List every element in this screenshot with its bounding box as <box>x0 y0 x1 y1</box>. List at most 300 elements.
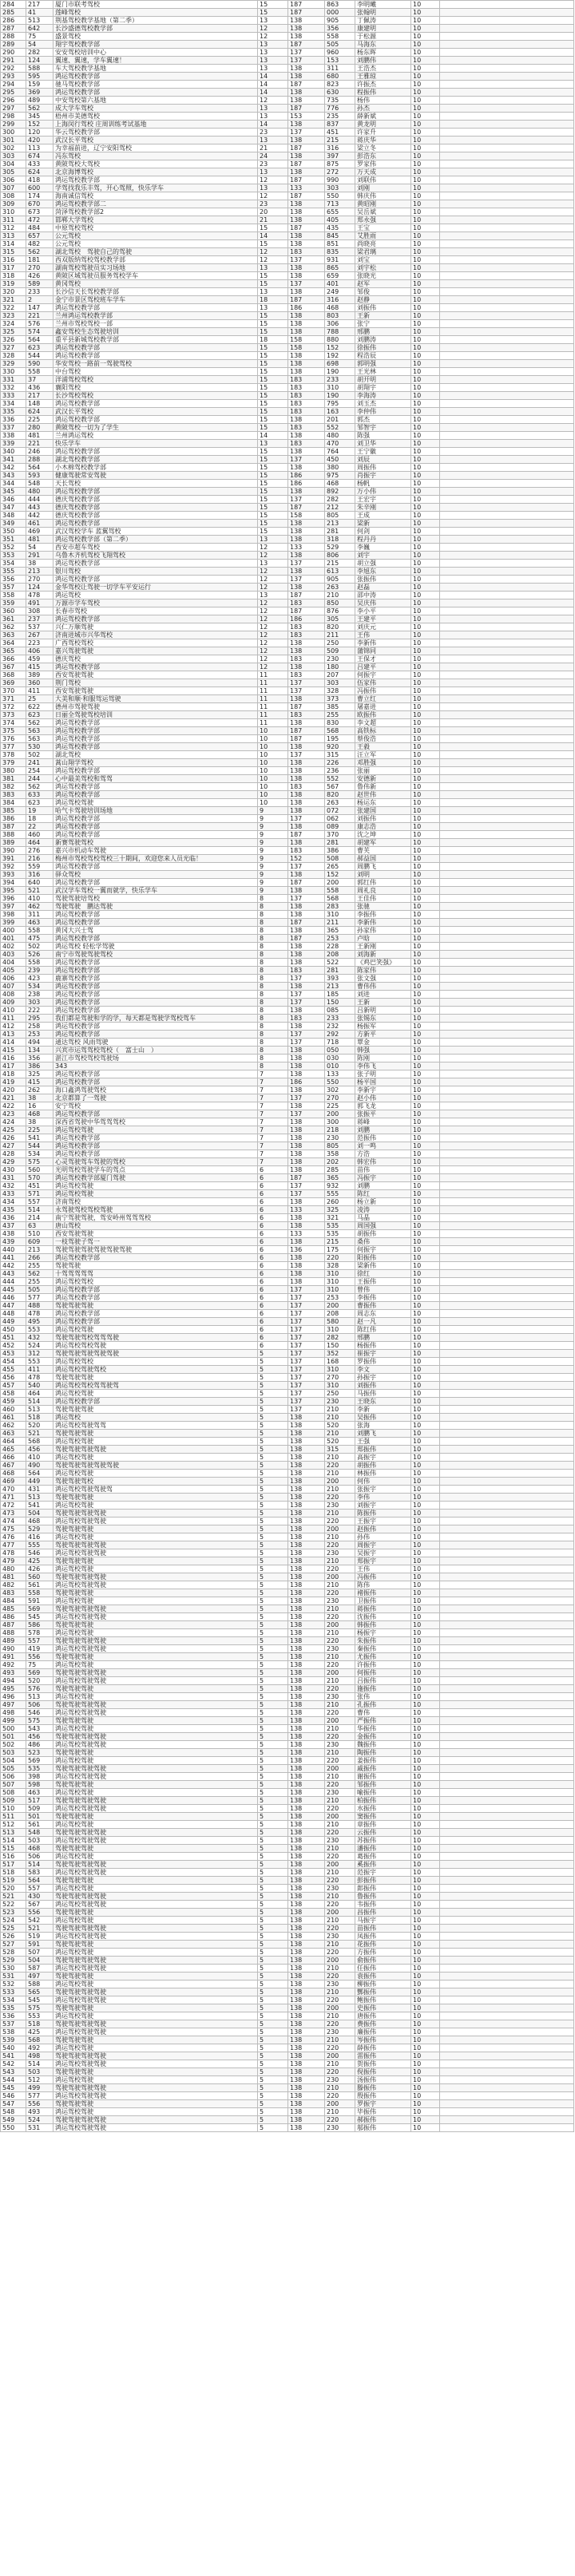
note-cell <box>440 1805 574 1813</box>
code-cell: 469 <box>26 528 54 536</box>
table-row <box>1 959 574 967</box>
school-name-cell: 嘉兴驾驶驾驶 <box>54 647 258 655</box>
phone-prefix-cell: 138 <box>288 1486 325 1494</box>
phone-suffix-cell: 230 <box>325 1789 355 1797</box>
school-name-cell: 鸿运驾校驾驶 <box>54 2012 258 2020</box>
count-cell: 10 <box>258 727 288 735</box>
score-cell: 10 <box>411 775 440 783</box>
score-cell: 10 <box>411 1142 440 1150</box>
contact-cell: 赵磊 <box>355 584 411 592</box>
score-cell: 10 <box>411 1486 440 1494</box>
rank-cell: 440 <box>1 1246 26 1254</box>
school-name-cell: 鸿运驾校驾驶驾驶 <box>54 2124 258 2132</box>
code-cell: 534 <box>26 983 54 991</box>
phone-suffix-cell: 210 <box>325 2084 355 2092</box>
phone-suffix-cell: 220 <box>325 1589 355 1597</box>
phone-suffix-cell: 932 <box>325 1182 355 1190</box>
school-name-cell: 鸿运驾校驾驶 <box>54 1949 258 1957</box>
rank-cell: 340 <box>1 448 26 456</box>
code-cell: 423 <box>26 975 54 983</box>
phone-prefix-cell: 138 <box>288 1845 325 1853</box>
phone-prefix-cell: 138 <box>288 1214 325 1222</box>
code-cell: 562 <box>26 105 54 113</box>
code-cell: 563 <box>26 727 54 735</box>
count-cell: 15 <box>258 496 288 504</box>
contact-cell: 韩庆伟 <box>355 192 411 200</box>
phone-prefix-cell: 187 <box>288 831 325 839</box>
phone-suffix-cell: 655 <box>325 208 355 216</box>
phone-suffix-cell: 270 <box>325 1094 355 1102</box>
score-cell: 10 <box>411 751 440 759</box>
contact-cell: 周振宇 <box>355 1541 411 1549</box>
note-cell <box>440 1821 574 1829</box>
count-cell: 7 <box>258 1126 288 1134</box>
contact-cell: 韩宏伟 <box>355 1158 411 1166</box>
count-cell: 8 <box>258 975 288 983</box>
phone-suffix-cell: 210 <box>325 1510 355 1518</box>
code-cell: 456 <box>26 1733 54 1741</box>
note-cell <box>440 1126 574 1134</box>
note-cell <box>440 1917 574 1925</box>
phone-suffix-cell: 220 <box>325 1541 355 1549</box>
contact-cell: 王保才 <box>355 655 411 663</box>
phone-prefix-cell: 138 <box>288 552 325 560</box>
rank-cell: 358 <box>1 592 26 599</box>
contact-cell: 于松源 <box>355 33 411 41</box>
phone-suffix-cell: 210 <box>325 1797 355 1805</box>
count-cell: 5 <box>258 1805 288 1813</box>
phone-suffix-cell: 190 <box>325 392 355 400</box>
phone-prefix-cell: 138 <box>288 1541 325 1549</box>
note-cell <box>440 416 574 424</box>
note-cell <box>440 1741 574 1749</box>
code-cell: 564 <box>26 1877 54 1885</box>
contact-cell: 刘振伟 <box>355 815 411 823</box>
score-cell: 10 <box>411 1302 440 1310</box>
code-cell: 410 <box>26 1454 54 1462</box>
count-cell: 8 <box>258 919 288 927</box>
contact-cell: 鲁伟新 <box>355 783 411 791</box>
school-name-cell: 德州市驾驶驾驶 <box>54 703 258 711</box>
score-cell: 10 <box>411 296 440 304</box>
note-cell <box>440 81 574 89</box>
table-row <box>1 847 574 855</box>
phone-prefix-cell: 187 <box>288 224 325 232</box>
contact-cell: 卫振伟 <box>355 1597 411 1605</box>
phone-prefix-cell: 137 <box>288 49 325 57</box>
phone-prefix-cell: 138 <box>288 1701 325 1709</box>
score-cell: 10 <box>411 1717 440 1725</box>
code-cell: 513 <box>26 1494 54 1502</box>
note-cell <box>440 599 574 607</box>
score-cell: 10 <box>411 1733 440 1741</box>
table-row <box>1 1318 574 1326</box>
school-name-cell: 银川驾校 <box>54 568 258 576</box>
contact-cell: 刘鹏 <box>355 1126 411 1134</box>
table-row <box>1 1605 574 1613</box>
table-row <box>1 719 574 727</box>
contact-cell: 范振宇 <box>355 1869 411 1877</box>
note-cell <box>440 2036 574 2044</box>
score-cell: 10 <box>411 480 440 488</box>
phone-suffix-cell: 230 <box>325 1134 355 1142</box>
table-row <box>1 1238 574 1246</box>
code-cell: 575 <box>26 1717 54 1725</box>
rank-cell: 488 <box>1 1629 26 1637</box>
phone-suffix-cell: 253 <box>325 1294 355 1302</box>
school-name-cell: 鸿运驾校教学部 <box>54 1078 258 1086</box>
phone-suffix-cell: 200 <box>325 1957 355 1965</box>
school-name-cell: 冯东驾校 <box>54 152 258 160</box>
code-cell: 546 <box>26 1709 54 1717</box>
table-row <box>1 1909 574 1917</box>
code-cell: 217 <box>26 1 54 9</box>
note-cell <box>440 1262 574 1270</box>
phone-suffix-cell: 282 <box>325 1334 355 1342</box>
school-name-cell: 上海闵行驾校 庄周训练考试基地 <box>54 121 258 129</box>
code-cell: 325 <box>26 1070 54 1078</box>
contact-cell: 张振宇 <box>355 1486 411 1494</box>
contact-cell: 李新 <box>355 1406 411 1414</box>
contact-cell: 周国强 <box>355 1222 411 1230</box>
score-cell: 10 <box>411 1158 440 1166</box>
school-name-cell: 鸿运驾校教学部 <box>54 89 258 97</box>
count-cell: 14 <box>258 232 288 240</box>
school-name-cell: 驾驶驾驶驾驶 <box>54 1717 258 1725</box>
score-cell: 10 <box>411 1326 440 1334</box>
rank-cell: 544 <box>1 2076 26 2084</box>
contact-cell: 曹伟 <box>355 1709 411 1717</box>
phone-suffix-cell: 218 <box>325 1126 355 1134</box>
count-cell: 5 <box>258 1877 288 1885</box>
rank-cell: 461 <box>1 1414 26 1422</box>
table-row <box>1 1837 574 1845</box>
code-cell: 482 <box>26 240 54 248</box>
table-row <box>1 2108 574 2116</box>
school-name-cell: 公元驾校 <box>54 240 258 248</box>
phone-suffix-cell: 310 <box>325 1326 355 1334</box>
phone-prefix-cell: 137 <box>288 129 325 137</box>
count-cell: 13 <box>258 57 288 65</box>
count-cell: 5 <box>258 1533 288 1541</box>
phone-prefix-cell: 138 <box>288 1988 325 1996</box>
count-cell: 10 <box>258 735 288 743</box>
phone-prefix-cell: 183 <box>288 599 325 607</box>
score-cell: 10 <box>411 1015 440 1023</box>
contact-cell: 喻振伟 <box>355 1789 411 1797</box>
phone-prefix-cell: 138 <box>288 2124 325 2132</box>
phone-suffix-cell: 230 <box>325 1502 355 1510</box>
contact-cell: 冯振宇 <box>355 1174 411 1182</box>
note-cell <box>440 1286 574 1294</box>
count-cell: 5 <box>258 1350 288 1358</box>
contact-cell: 刘玉杰 <box>355 400 411 408</box>
rank-cell: 375 <box>1 727 26 735</box>
code-cell: 558 <box>26 927 54 935</box>
score-cell: 10 <box>411 1438 440 1446</box>
note-cell <box>440 1358 574 1366</box>
code-cell: 564 <box>26 336 54 344</box>
table-row <box>1 1102 574 1110</box>
rank-cell: 465 <box>1 1446 26 1454</box>
note-cell <box>440 783 574 791</box>
rank-cell: 499 <box>1 1717 26 1725</box>
code-cell: 514 <box>26 2060 54 2068</box>
code-cell: 624 <box>26 408 54 416</box>
count-cell: 15 <box>258 464 288 472</box>
contact-cell: 赵一凡 <box>355 1318 411 1326</box>
code-cell: 253 <box>26 1031 54 1039</box>
note-cell <box>440 791 574 799</box>
rank-cell: 381 <box>1 775 26 783</box>
score-cell: 10 <box>411 224 440 232</box>
table-row <box>1 208 574 216</box>
contact-cell: 王宏宇 <box>355 496 411 504</box>
rank-cell: 409 <box>1 999 26 1007</box>
phone-prefix-cell: 138 <box>288 1238 325 1246</box>
contact-cell: 窦振伟 <box>355 1813 411 1821</box>
rank-cell: 415 <box>1 1047 26 1055</box>
count-cell: 6 <box>258 1230 288 1238</box>
table-row <box>1 1382 574 1390</box>
phone-suffix-cell: 451 <box>325 129 355 137</box>
contact-cell: 胡翔宇 <box>355 384 411 392</box>
phone-prefix-cell: 187 <box>288 41 325 49</box>
score-cell: 10 <box>411 1334 440 1342</box>
note-cell <box>440 1118 574 1126</box>
school-name-cell: 金华驾校让驾驶一切学车平安运行 <box>54 584 258 592</box>
phone-suffix-cell: 865 <box>325 264 355 272</box>
school-name-cell: 鸿运驾校 <box>54 1414 258 1422</box>
count-cell: 5 <box>258 1925 288 1933</box>
contact-cell: 何振宇 <box>355 1246 411 1254</box>
school-name-cell: 鸿运驾校驾驶 <box>54 1190 258 1198</box>
score-cell: 10 <box>411 200 440 208</box>
phone-prefix-cell: 137 <box>288 1110 325 1118</box>
rank-cell: 394 <box>1 879 26 887</box>
phone-prefix-cell: 138 <box>288 464 325 472</box>
contact-cell: 孙伟 <box>355 1533 411 1541</box>
note-cell <box>440 568 574 576</box>
note-cell <box>440 584 574 592</box>
school-name-cell: 驾驶驾驶驾驶 <box>54 1941 258 1949</box>
code-cell: 490 <box>26 1462 54 1470</box>
note-cell <box>440 1877 574 1885</box>
school-name-cell: 鸿运驾校教学部（第二季） <box>54 536 258 544</box>
contact-cell: 张翰明 <box>355 9 411 17</box>
note-cell <box>440 1885 574 1893</box>
count-cell: 11 <box>258 695 288 703</box>
school-name-cell: 鸿运驾校教学部 <box>54 823 258 831</box>
phone-prefix-cell: 187 <box>288 1 325 9</box>
count-cell: 5 <box>258 1725 288 1733</box>
score-cell: 10 <box>411 1661 440 1669</box>
table-row <box>1 9 574 17</box>
school-name-cell: 鸿运驾校驾驶 <box>54 1980 258 1988</box>
phone-prefix-cell: 138 <box>288 1470 325 1478</box>
phone-suffix-cell: 788 <box>325 328 355 336</box>
rank-cell: 284 <box>1 1 26 9</box>
contact-cell: 王伟 <box>355 1565 411 1573</box>
score-cell: 10 <box>411 2060 440 2068</box>
phone-suffix-cell: 568 <box>325 727 355 735</box>
note-cell <box>440 1749 574 1757</box>
table-row <box>1 480 574 488</box>
score-cell: 10 <box>411 2028 440 2036</box>
phone-prefix-cell: 138 <box>288 272 325 280</box>
table-row <box>1 1693 574 1701</box>
table-row <box>1 1869 574 1877</box>
phone-suffix-cell: 365 <box>325 1174 355 1182</box>
school-name-cell: 湖北驾校教学部 <box>54 456 258 464</box>
count-cell: 14 <box>258 73 288 81</box>
school-name-cell: 鸿运驾校教学部 <box>54 1070 258 1078</box>
phone-prefix-cell: 138 <box>288 1158 325 1166</box>
score-cell: 10 <box>411 1286 440 1294</box>
code-cell: 556 <box>26 1653 54 1661</box>
school-name-cell: 德庆驾校教学部 <box>54 512 258 520</box>
score-cell: 10 <box>411 1861 440 1869</box>
rank-cell: 513 <box>1 1829 26 1837</box>
rank-cell: 538 <box>1 2028 26 2036</box>
contact-cell: 曹伟伟 <box>355 983 411 991</box>
school-name-cell: 驾驶驾驶 <box>54 1262 258 1270</box>
note-cell <box>440 1326 574 1334</box>
table-row <box>1 1533 574 1541</box>
phone-suffix-cell: 282 <box>325 496 355 504</box>
contact-cell: 吕建平 <box>355 663 411 671</box>
table-row <box>1 1996 574 2004</box>
rank-cell: 469 <box>1 1478 26 1486</box>
contact-cell: 艾胜雨 <box>355 232 411 240</box>
code-cell: 444 <box>26 496 54 504</box>
score-cell: 10 <box>411 671 440 679</box>
score-cell: 10 <box>411 1374 440 1382</box>
note-cell <box>440 943 574 951</box>
rank-cell: 406 <box>1 975 26 983</box>
table-row <box>1 57 574 65</box>
count-cell: 6 <box>258 1270 288 1278</box>
count-cell: 6 <box>258 1334 288 1342</box>
score-cell: 10 <box>411 951 440 959</box>
school-name-cell: 鸿运驾校教学部 <box>54 935 258 943</box>
table-row <box>1 1198 574 1206</box>
school-name-cell: 驾驶驾驶驾驶驾驶 <box>54 1765 258 1773</box>
score-cell: 10 <box>411 1262 440 1270</box>
phone-suffix-cell: 210 <box>325 1470 355 1478</box>
contact-cell: 高振宇 <box>355 1454 411 1462</box>
count-cell: 5 <box>258 1494 288 1502</box>
score-cell: 10 <box>411 703 440 711</box>
rank-cell: 526 <box>1 1933 26 1941</box>
phone-prefix-cell: 138 <box>288 1965 325 1973</box>
count-cell: 5 <box>258 1398 288 1406</box>
phone-prefix-cell: 138 <box>288 1925 325 1933</box>
code-cell: 267 <box>26 631 54 639</box>
code-cell: 225 <box>26 416 54 424</box>
phone-suffix-cell: 200 <box>325 1302 355 1310</box>
phone-prefix-cell: 138 <box>288 1637 325 1645</box>
phone-suffix-cell: 225 <box>325 1102 355 1110</box>
school-name-cell: 鸿运驾校驾驶 <box>54 799 258 807</box>
phone-prefix-cell: 138 <box>288 1949 325 1957</box>
code-cell: 557 <box>26 1637 54 1645</box>
score-cell: 10 <box>411 895 440 903</box>
score-cell: 10 <box>411 1086 440 1094</box>
rank-cell: 342 <box>1 464 26 472</box>
code-cell: 557 <box>26 1198 54 1206</box>
phone-suffix-cell: 220 <box>325 2068 355 2076</box>
school-name-cell: 鸿运驾校驾驶驾驶 <box>54 1996 258 2004</box>
table-row <box>1 671 574 679</box>
code-cell: 568 <box>26 1438 54 1446</box>
table-row <box>1 176 574 184</box>
note-cell <box>440 464 574 472</box>
rank-cell: 500 <box>1 1725 26 1733</box>
note-cell <box>440 1701 574 1709</box>
school-name-cell: 鸿运驾校教学部 <box>54 863 258 871</box>
school-name-cell: 驾驶驾驶驾校驾驾驾驶 <box>54 1334 258 1342</box>
school-name-cell: 鸿运驾校教学部 <box>54 176 258 184</box>
phone-suffix-cell: 303 <box>325 679 355 687</box>
phone-prefix-cell: 138 <box>288 1685 325 1693</box>
contact-cell: 苏振伟 <box>355 1837 411 1845</box>
count-cell: 9 <box>258 839 288 847</box>
phone-prefix-cell: 137 <box>288 256 325 264</box>
phone-suffix-cell: 328 <box>325 687 355 695</box>
contact-cell: 陈强 <box>355 432 411 440</box>
school-name-cell: 鸿运驾校驾驶驾驶 <box>54 1869 258 1877</box>
phone-suffix-cell: 250 <box>325 1390 355 1398</box>
score-cell: 10 <box>411 1525 440 1533</box>
code-cell: 674 <box>26 152 54 160</box>
contact-cell: 康建明 <box>355 25 411 33</box>
score-cell: 10 <box>411 1725 440 1733</box>
code-cell: 481 <box>26 432 54 440</box>
count-cell: 8 <box>258 999 288 1007</box>
contact-cell: 刘鹏涛 <box>355 336 411 344</box>
note-cell <box>440 41 574 49</box>
phone-suffix-cell: 764 <box>325 448 355 456</box>
phone-suffix-cell: 845 <box>325 232 355 240</box>
school-name-cell: 中安驾校第六基地 <box>54 97 258 105</box>
phone-prefix-cell: 138 <box>288 168 325 176</box>
count-cell: 5 <box>258 1941 288 1949</box>
phone-suffix-cell: 805 <box>325 1142 355 1150</box>
score-cell: 10 <box>411 384 440 392</box>
count-cell: 15 <box>258 488 288 496</box>
table-row <box>1 2020 574 2028</box>
code-cell: 276 <box>26 847 54 855</box>
phone-prefix-cell: 138 <box>288 1430 325 1438</box>
phone-prefix-cell: 138 <box>288 1573 325 1581</box>
score-cell: 10 <box>411 1166 440 1174</box>
note-cell <box>440 1502 574 1510</box>
code-cell: 478 <box>26 1310 54 1318</box>
note-cell <box>440 1973 574 1980</box>
rank-cell: 537 <box>1 2020 26 2028</box>
score-cell: 10 <box>411 1350 440 1358</box>
school-name-cell: 鸿运驾校教学部 <box>54 1142 258 1150</box>
rank-cell: 352 <box>1 544 26 552</box>
phone-suffix-cell: 085 <box>325 1007 355 1015</box>
score-cell: 10 <box>411 1965 440 1973</box>
contact-cell: 胡立强 <box>355 560 411 568</box>
table-row <box>1 1470 574 1478</box>
contact-cell: 花振伟 <box>355 1941 411 1949</box>
table-row <box>1 1294 574 1302</box>
school-name-cell: 通达驾校 风雨驾驶 <box>54 1039 258 1047</box>
